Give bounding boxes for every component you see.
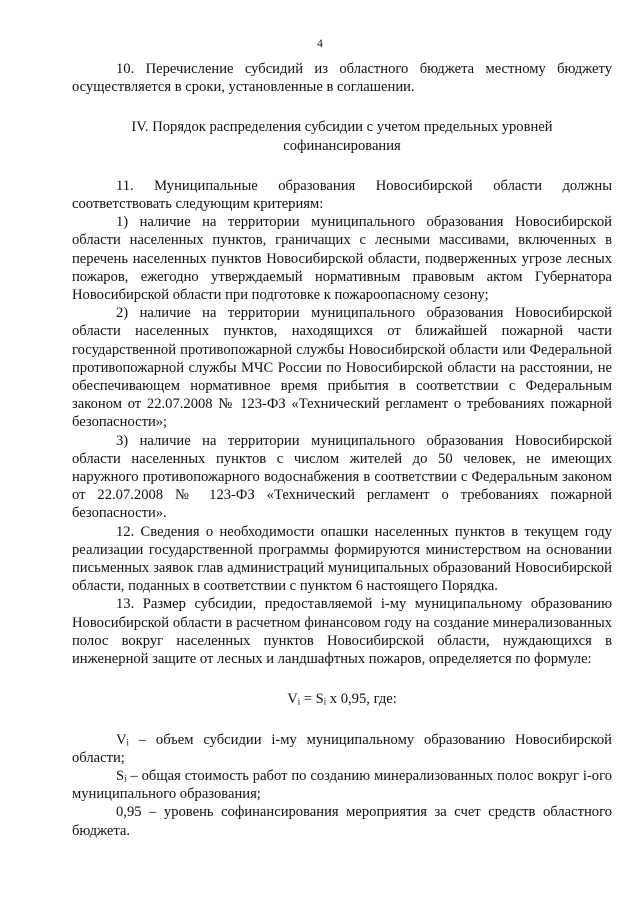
page-number: 4 [317,38,323,50]
formula: Vᵢ = Sᵢ x 0,95, где: [287,691,397,708]
definition-v: Vᵢ – объем субсидии i-му муниципальному образованию Новосибирской области; [72,731,612,766]
paragraph-11-item-1: 1) наличие на территории муниципального образования Новосибирской области населенных пунктов, граничащих с лесными массивами, включенных в перечень населенных пунктов Новосибирской области, подверженных угрозе лесных пожаров, ежегодно утверждаемый нормативным правовым актом Губернатора Новосибирской области при подготовке к пожароопасному сезону; [72,214,612,304]
paragraph-11-item-2: 2) наличие на территории муниципального образования Новосибирской области населенных пунктов, находящихся от ближайшей пожарной части государственной противопожарной службы Новосибирской области или Федеральной противопожарной службы МЧС России по Новосибирской области на расстоянии, не обеспечивающем нормативное время прибытия в соответствии с Федеральным законом от 22.07.2008 № 123-ФЗ «Технический регламент о требованиях пожарной безопасности»; [72,305,612,431]
paragraph-11: 11. Муниципальные образования Новосибирской области должны соответствовать следующим критериям: [72,177,612,213]
paragraph-10: 10. Перечисление субсидий из областного бюджета местному бюджету осуществляется в сроки, установленные в соглашении. [72,61,612,96]
paragraph-12: 12. Сведения о необходимости опашки населенных пунктов в текущем году реализации государственной программы формируются министерством на основании письменных заявок глав администраций муниципальных образований Новосибирской области, поданных в соответствии с пунктом 6 настоящего Порядка. [72,523,612,595]
definition-coefficient: 0,95 – уровень софинансирования мероприятия за счет средств областного бюджета. [72,804,612,839]
definition-s: Sᵢ – общая стоимость работ по созданию минерализованных полос вокруг i-ого муниципального образования; [72,767,612,803]
section-title: IV. Порядок распределения субсидии с учетом предельных уровней софинансирования [131,119,553,154]
paragraph-13: 13. Размер субсидии, предоставляемой i-му муниципальному образованию Новосибирской области в расчетном финансовом году на создание минерализованных полос вокруг населенных пунктов Новосибирской области, нуждающихся в инженерной защите от лесных и ландшафтных пожаров, определяется по формуле: [72,596,612,668]
document-body [72,60,612,840]
paragraph-11-item-3: 3) наличие на территории муниципального образования Новосибирской области населенных пунктов с числом жителей до 50 человек, не имеющих наружного противопожарного водоснабжения в соответствии с Федеральным законом от 22.07.2008 № 123-ФЗ «Технический регламент о требованиях пожарной безопасности». [72,432,612,522]
